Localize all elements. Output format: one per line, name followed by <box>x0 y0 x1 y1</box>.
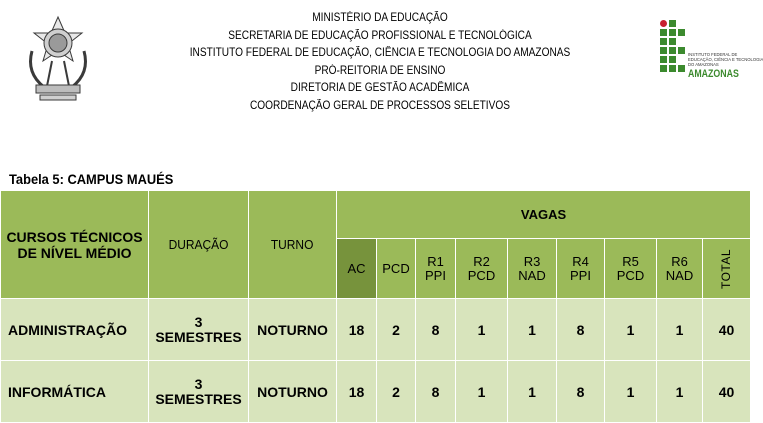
document-header <box>0 0 763 140</box>
logo-square <box>669 20 676 27</box>
logo-square <box>660 29 667 36</box>
logo-square <box>678 29 685 36</box>
header-text: R1 <box>427 253 444 269</box>
header-text: NAD <box>665 267 694 283</box>
cell-text: NOTURNO <box>257 383 328 400</box>
table-row <box>1 361 751 423</box>
header-text: CURSOS TÉCNICOS <box>6 228 143 245</box>
header-text: PPI <box>570 267 591 283</box>
logo-square <box>669 29 676 36</box>
header-text: R6 <box>671 253 688 269</box>
header-text: R5 <box>622 253 639 269</box>
header-text: PPI <box>425 267 446 283</box>
table-caption: Tabela 5: CAMPUS MAUÉS <box>9 171 174 187</box>
header-line: DIRETORIA DE GESTÃO ACADÊMICA <box>290 82 470 94</box>
header-text: PCD <box>616 267 645 283</box>
cell-pcd: 2 <box>377 299 416 361</box>
col-header-r3 <box>508 239 557 299</box>
cell-text: SEMESTRES <box>155 390 242 407</box>
cell-shift <box>249 361 337 423</box>
brazil-coat-of-arms-icon <box>22 13 94 105</box>
header-line: SECRETARIA DE EDUCAÇÃO PROFISSIONAL E TECNOLÓGICA <box>228 29 532 42</box>
cell-text: INFORMÁTICA <box>8 383 106 400</box>
cell-duration <box>149 299 249 361</box>
col-header-r2 <box>456 239 508 299</box>
cell-r4: 8 <box>557 299 605 361</box>
header-text: R3 <box>523 253 541 269</box>
header-text-block <box>150 10 610 115</box>
table-row <box>1 299 751 361</box>
header-text: DE NÍVEL MÉDIO <box>17 244 132 261</box>
header-text: VAGAS <box>520 207 567 222</box>
col-header-shift <box>249 191 337 299</box>
col-header-r6 <box>657 239 703 299</box>
cell-course <box>1 299 149 361</box>
cell-pcd: 2 <box>377 361 416 423</box>
cell-total: 40 <box>703 299 751 361</box>
col-header-r5 <box>605 239 657 299</box>
logo-small-text <box>688 52 763 67</box>
logo-dot-red <box>660 20 667 27</box>
header-text: TOTAL <box>719 248 734 289</box>
logo-square <box>660 65 667 72</box>
cell-r1: 8 <box>416 361 456 423</box>
logo-amazonas-text: AMAZONAS <box>688 68 739 80</box>
logo-square <box>678 47 685 54</box>
logo-text-line: EDUCAÇÃO, CIÊNCIA E TECNOLOGIA <box>688 57 763 62</box>
logo-square <box>669 65 676 72</box>
col-header-course <box>1 191 149 299</box>
cell-ac: 18 <box>337 361 377 423</box>
header-text: R2 <box>473 253 490 269</box>
cell-shift <box>249 299 337 361</box>
cell-r6: 1 <box>657 299 703 361</box>
header-text: NAD <box>518 267 546 283</box>
col-header-pcd <box>377 239 416 299</box>
logo-square <box>660 56 667 63</box>
cell-text: ADMINISTRAÇÃO <box>8 321 127 338</box>
cell-r1: 8 <box>416 299 456 361</box>
header-line: INSTITUTO FEDERAL DE EDUCAÇÃO, CIÊNCIA E TECNOLOGIA DO AMAZONAS <box>189 47 571 59</box>
logo-square <box>669 38 676 45</box>
logo-square <box>660 38 667 45</box>
col-header-r4 <box>557 239 605 299</box>
logo-text-line: DO AMAZONAS <box>688 62 719 67</box>
header-line: PRÓ-REITORIA DE ENSINO <box>314 64 446 77</box>
ifam-logo <box>660 20 763 90</box>
col-header-vagas <box>337 191 751 239</box>
cell-r4: 8 <box>557 361 605 423</box>
col-header-total <box>703 239 751 299</box>
vagas-table <box>0 190 751 423</box>
logo-square <box>678 65 685 72</box>
cell-text: 3 <box>194 375 203 392</box>
header-text: DURAÇÃO <box>168 237 229 252</box>
header-row-top <box>1 191 751 239</box>
cell-r6: 1 <box>657 361 703 423</box>
cell-ac: 18 <box>337 299 377 361</box>
cell-r5: 1 <box>605 361 657 423</box>
logo-square <box>660 47 667 54</box>
header-line: COORDENAÇÃO GERAL DE PROCESSOS SELETIVOS <box>249 99 510 112</box>
logo-text-line: INSTITUTO FEDERAL DE <box>688 52 738 57</box>
cell-text: NOTURNO <box>257 321 328 338</box>
cell-r2: 1 <box>456 361 508 423</box>
col-header-r1 <box>416 239 456 299</box>
header-text: TURNO <box>271 237 314 252</box>
cell-text: SEMESTRES <box>155 328 242 345</box>
header-line: MINISTÉRIO DA EDUCAÇÃO <box>312 12 448 24</box>
logo-square <box>669 47 676 54</box>
cell-total: 40 <box>703 361 751 423</box>
col-header-ac <box>337 239 377 299</box>
header-text: AC <box>347 260 366 276</box>
cell-text: 3 <box>194 313 203 330</box>
cell-r3: 1 <box>508 361 557 423</box>
cell-course <box>1 361 149 423</box>
cell-r3: 1 <box>508 299 557 361</box>
header-text: R4 <box>572 253 589 269</box>
header-text: PCD <box>382 260 410 276</box>
logo-square <box>669 56 676 63</box>
cell-duration <box>149 361 249 423</box>
cell-r2: 1 <box>456 299 508 361</box>
col-header-duration <box>149 191 249 299</box>
header-text: PCD <box>467 267 496 283</box>
cell-r5: 1 <box>605 299 657 361</box>
